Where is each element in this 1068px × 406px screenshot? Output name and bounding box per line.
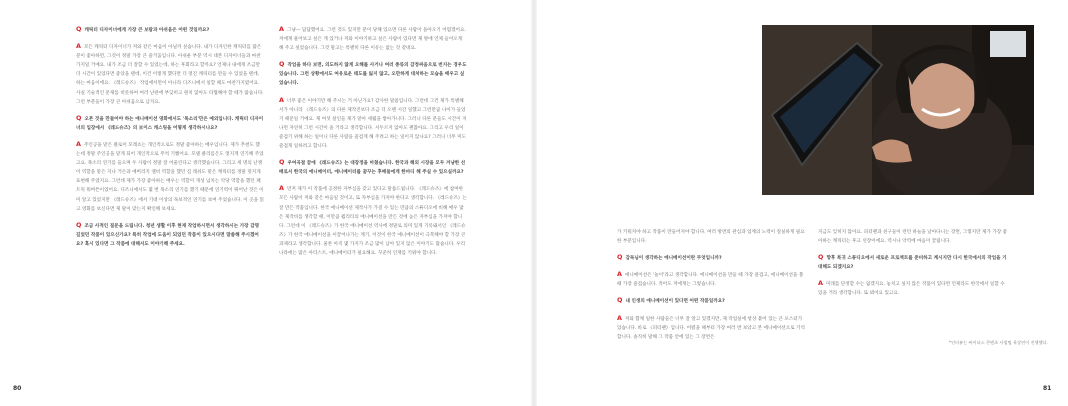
paragraph-text: 모든 캐릭터 디자이너가 저와 같은 마음이 아닐까 싶습니다. 내가 디자인한 캐릭터를 많은 분이 좋아하면, 그것이 정말 가장 큰 즐거움입니다. 아쉬운 부분 역시 대본 디자이너들과 마찬가지일 거예요. 내가 조금 더 잘할 수 있었는데, 하는 후회라고 할까요? 언제나 내에게 조금만 더 시간이 있었다면 좋았을 텐데, 이건 이렇게 했다면 더 멋진 캐릭터를 만들 수 있었을 텐데, 하는 마음이에요. 《레드슈즈》 작업에서만이 아니라 디즈니에서 일할 때도 마찬가지였어요. 사실 기술적인 문제를 비롯하여 여러 난관에 부딪히고 원치 않아도 타협해야 할 때가 많습니다. 그런 부분들이 가장 큰 아쉬움으로 남지요. — [76, 45, 264, 105]
paragraph-text: 지금도 잊히지 않아요. 피터팬과 친구들이 런던 하늘을 날아다니는 장면, 그렇지만 제가 가장 좋아하는 캐릭터는 후크 선장이에요. 역시나 악역에 마음이 끌립니다. — [818, 230, 1008, 245]
question-paragraph — [818, 253, 1008, 272]
answer-paragraph — [818, 279, 1008, 298]
question-marker: Q — [76, 113, 82, 122]
paragraph-text: 미래를 단정할 수는 없겠지요. 놓치고 싶지 않은 작품이 있다면 언제라도 한국에서 일할 수 있을 거라 생각합니다. 또 뵈어요 있고요. — [818, 282, 1005, 297]
portrait-illustration — [762, 25, 1034, 195]
column-1 — [76, 25, 264, 256]
answer-paragraph — [279, 25, 467, 53]
question-marker: Q — [76, 220, 82, 229]
question-marker: Q — [76, 25, 82, 33]
question-marker: Q — [279, 60, 285, 69]
page-number-left: 80 — [13, 385, 22, 392]
interview-photo — [762, 25, 1034, 195]
question-paragraph — [279, 60, 467, 88]
column-4 — [818, 228, 1008, 306]
answer-marker: A — [279, 25, 284, 33]
question-paragraph — [76, 114, 264, 133]
answer-marker: A — [617, 270, 622, 279]
paragraph-text: 너무 좋은 이야기만 해 주시는 거 아닌가요? 감사한 말씀입니다. 그런데 그건 제가 특별해서가 아니라 《레드슈즈》의 다른 제작진보다 조금 더 오랜 시간 일했고 그런만큼 나이가 들었기 때문일 거예요. 제 여섯 살인들 제가 맡아 세월을 쌓아가니다. 그러니 다른 분들도 시간이 지나면 자연히 그런 시간이 올 거라고 생각합니다. 서두르지 않아도 괜찮아요. 그리고 우리 일이 즐겁기 위해 하는 일이니 다른 사람을 즐겁게 해 주려고 하는 일이지 않나요? 그러니 너무 미도 즐겁게 일하려고 합니다. — [279, 98, 467, 150]
question-paragraph — [76, 221, 264, 249]
paragraph-text: 캐릭터 디자이너에게 가장 큰 보람과 아쉬움은 어떤 것일까요? — [84, 28, 210, 33]
answer-paragraph — [617, 314, 805, 342]
answer-paragraph — [76, 140, 264, 214]
paragraph-text: 주인공을 맡은 클로이 모레츠는 개인적으로도 정말 좋아하는 배우입니다. 제가 추천도 했는데 정말 주인공을 맡게 되어 개인적으로 무척 기뻤어요. 모델 클리를은도 멋지게 연기해 주었고요. 목소리 연기를 들으며 두 사람이 정말 잘 어울린다고 생각했습니다. 그리고 세 명의 난쟁이 역할을 맡은 지나 거손과 애버리지 앨비 역할을 했던 짐 래쉬도 맡은 캐릭터를 정말 멋지게 표현해 주었지요. 그런데 제가 가장 좋아하는 배우는 역할이 개성 넘치는 악당 역할을 했던 패트릭 워버튼이었어요. 디즈니에서도 몇 번 목소리 연기를 했기 때문에 연기력이 뛰어난 것은 이미 알고 있었지만 《레드슈즈》에서 기대 이상의 독보적인 연기를 보여 주었습니다. 이 곳을 읽고 영화를 보신다면 제 말이 맞는지 확인해 보세요. — [76, 142, 264, 212]
body-paragraph — [818, 228, 1008, 246]
question-paragraph — [279, 158, 467, 177]
paragraph-text: 저와 함께 일한 사람들은 너무 잘 알고 있겠지만, 제 작업실에 항상 붙어 있는 큰 포스터가 있습니다. 바로 《피터팬》입니다. 어렸을 때부터 가장 여러 번 보았고 본 애니메이션으로 기억합니다. 솔직히 말해 그 작품 안에 있는 그 장면은 — [617, 316, 805, 340]
column-2 — [279, 25, 467, 265]
paragraph-text: 조금 사적인 질문을 드립니다. 청년 생활 이후 현재 작업하시면서 생각하시는 가장 감명 깊었던 작품이 있으신가요? 특히 작업에 도움이 되었던 작품이 있으시다면 말씀해 주시겠어요? 혹시 있다면 그 작품에 대해서도 이야기해 주세요. — [76, 223, 260, 247]
paragraph-text: 내 인생의 애니메이션이 있다면 어떤 작품일까요? — [625, 299, 725, 305]
answer-paragraph — [279, 184, 467, 258]
question-marker: Q — [818, 253, 824, 262]
paragraph-text: 오픈 것을 만들어야 하는 애니메이션 영화에서도 '목소리'만은 예외입니다. 캐릭터 디자이너의 입장에서 《레드슈즈》의 보이스 캐스팅을 어떻게 생각하시나요? — [76, 116, 264, 131]
answer-marker: A — [76, 139, 81, 148]
interview-credit-note: *인터뷰는 싸이더스 콘텐츠 사업팀 육상연이 진행했다. — [948, 340, 1048, 345]
question-paragraph — [617, 296, 805, 306]
question-marker: Q — [279, 158, 285, 167]
question-paragraph — [76, 25, 264, 35]
question-marker: Q — [617, 253, 623, 262]
answer-marker: A — [617, 313, 622, 322]
paragraph-text: 감독님이 생각하는 애니메이션이란 무엇입니까? — [625, 256, 722, 262]
paragraph-text: 작업을 하다 보면, 의도하지 않게 오해를 사거나 여러 종류의 감정싸움으로 번지는 경우도 있습니다. 그런 상황에서도 여유로운 태도를 잃지 않고, 오만하게 대처하는 모습을 배우고 싶었습니다. — [279, 63, 467, 87]
answer-marker: A — [818, 279, 823, 288]
question-paragraph — [617, 253, 805, 263]
body-paragraph — [617, 228, 805, 246]
answer-paragraph — [76, 42, 264, 107]
paragraph-text: 애니메이션은 '놀이'라고 생각합니다. 애니메이션을 만들 때 가장 즐겁고, 애니메이션을 볼 때 가장 즐겁습니다. 적어도 저에게는 그렇습니다. — [617, 273, 804, 288]
answer-marker: A — [279, 95, 284, 104]
book-gutter — [531, 0, 537, 406]
question-marker: Q — [617, 296, 623, 305]
answer-paragraph — [279, 96, 467, 152]
page-number-right: 81 — [1043, 385, 1052, 392]
paragraph-text: 가 키워져야 하고 작품이 만들어져야 합니다. 여러 방면의 관심과 업계의 노력이 절실하게 필요한 부분입니다. — [617, 230, 805, 245]
column-3 — [617, 228, 805, 349]
answer-marker: A — [76, 42, 81, 51]
paragraph-text: 우여곡절 끝에 《레드슈즈》는 대장정을 마쳤습니다. 한국과 해외 시장을 모두 겨냥한 선배로서 한국의 애니메이터, 애니메이터를 꿈꾸는 후배들에게 한마디 해 주실 수 있으실까요? — [279, 161, 466, 176]
answer-marker: A — [279, 184, 284, 193]
paragraph-text: 향후 복귀 스튜디오에서 새로운 프로젝트를 준비하고 계시지만 다시 한국에서의 작업을 기대해도 되겠지요? — [818, 256, 1007, 271]
answer-paragraph — [617, 270, 805, 289]
paragraph-text: 먼저 제가 이 작품에 공정한 자부심을 갖고 있다고 말씀드립니다. 《레드슈즈》에 참여한 모든 사람이 저와 같은 마음일 것이고, 또 자부심을 가져야 한다고 생각합니다. 《레드슈즈》는 잘 만든 작품입니다. 한국 애니메이션 제작사가 가질 수 있는 만큼의 스튜디오에 비해 매우 많은 제작비를 생각할 때, 이만큼 퀄리티의 애니메이션을 만든 것에 높은 자부심을 가져야 합니다. 그런데 이 《레드슈즈》가 한국 애니메이션 역사에 정말로 의미 있게 기록돼서인 《레드슈즈》가 한국 애니메이션을 이끌어나가는 계기, 이것이 한국 애니메이션이 극복해야 할 가장 큰 과제라고 생각합니다. 물론 아직 몇 가지가 조금 많이 남아 있지 않은 이야기도 많습니다. 우리나라에는 많은 아티스트, 애니메이터가 필요해요. 꾸준히 인재를 키워야 합니다. — [279, 187, 467, 256]
paragraph-text: 그냥— 답답했어요. 그런 것도 있지만 분이 당해 있으면 다른 사람이 돌아오기 어렵겠어요. 저에게 물어보고 싶은 게 있거나 저와 이야기하고 싶은 사람이 있다면 제 방에 언제 들어오게 해 주고 싶었습니다. 그것 말고는 특별히 다른 이유는 없는 것 같네요. — [279, 28, 466, 52]
